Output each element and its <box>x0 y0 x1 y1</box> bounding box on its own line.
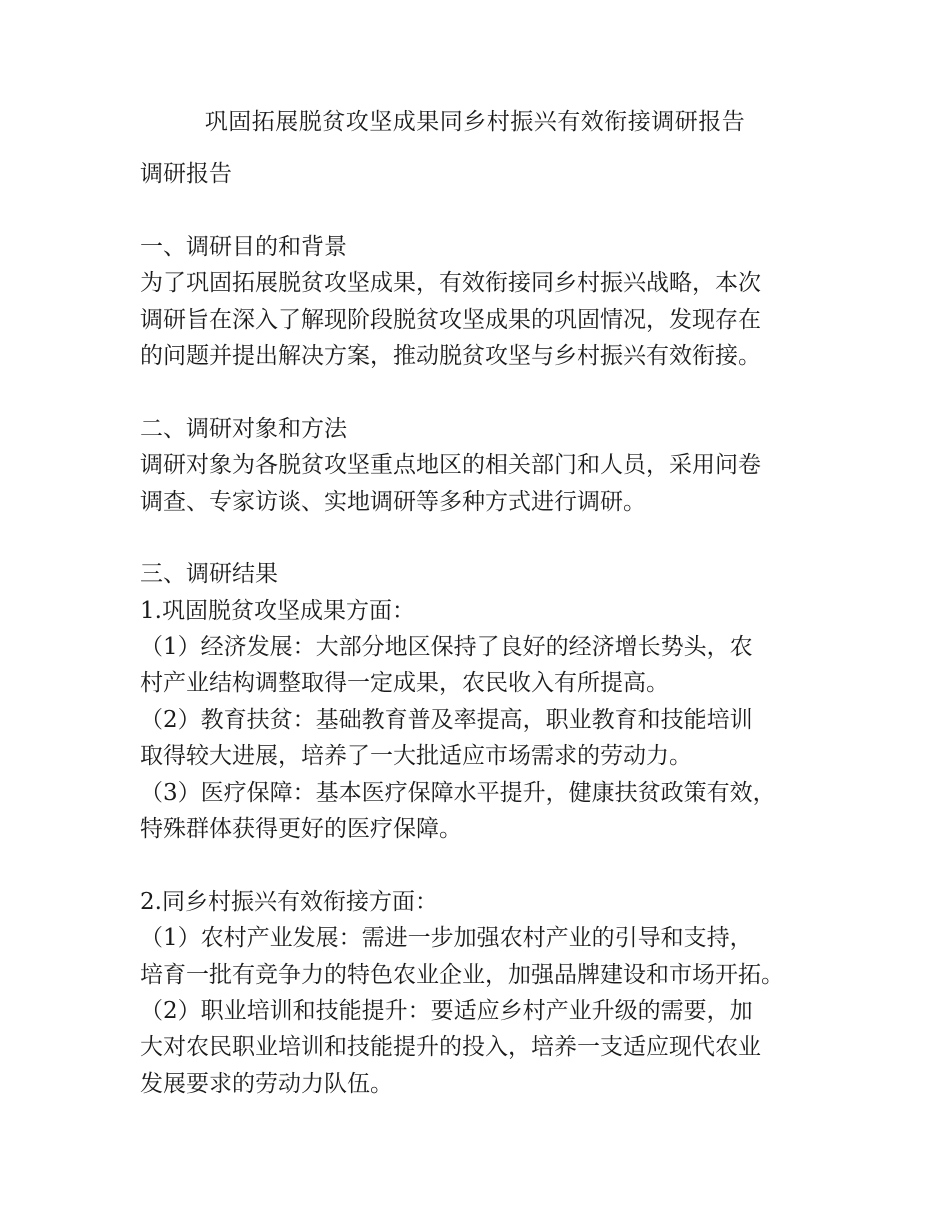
document-title: 巩固拓展脱贫攻坚成果同乡村振兴有效衔接调研报告 <box>204 109 746 135</box>
text-line: （1）经济发展：大部分地区保持了良好的经济增长势头，农 <box>140 634 753 661</box>
text-line: 取得较大进展，培养了一大批适应市场需求的劳动力。 <box>140 743 692 770</box>
text-line: 调研旨在深入了解现阶段脱贫攻坚成果的巩固情况，发现存在 <box>140 306 761 333</box>
blank-line <box>140 847 840 883</box>
text-line: 的问题并提出解决方案，推动脱贫攻坚与乡村振兴有效衔接。 <box>140 342 761 369</box>
text-line: 二、调研对象和方法 <box>140 415 347 442</box>
blank-line <box>140 192 840 228</box>
text-line: 发展要求的劳动力队伍。 <box>140 1070 393 1097</box>
text-line: （2）职业培训和技能提升：要适应乡村产业升级的需要，加 <box>140 997 753 1024</box>
text-line: 2.同乡村振兴有效衔接方面： <box>140 888 438 915</box>
text-line: 村产业结构调整取得一定成果，农民收入有所提高。 <box>140 670 669 697</box>
blank-line <box>140 374 840 410</box>
text-line: 大对农民职业培训和技能提升的投入，培养一支适应现代农业 <box>140 1034 761 1061</box>
text-line: （3）医疗保障：基本医疗保障水平提升，健康扶贫政策有效， <box>140 779 776 806</box>
text-line: 特殊群体获得更好的医疗保障。 <box>140 816 462 843</box>
text-line: 一、调研目的和背景 <box>140 233 347 260</box>
blank-line <box>140 520 840 556</box>
text-line: 1.巩固脱贫攻坚成果方面： <box>140 597 415 624</box>
text-line: 调研报告 <box>140 161 232 187</box>
text-line: 调研对象为各脱贫攻坚重点地区的相关部门和人员，采用问卷 <box>140 452 761 479</box>
text-line: 三、调研结果 <box>140 561 278 588</box>
text-line: （2）教育扶贫：基础教育普及率提高，职业教育和技能培训 <box>140 706 753 733</box>
text-line: 培育一批有竞争力的特色农业企业，加强品牌建设和市场开拓。 <box>140 961 784 988</box>
text-line: 调查、专家访谈、实地调研等多种方式进行调研。 <box>140 488 646 515</box>
text-line: （1）农村产业发展：需进一步加强农村产业的引导和支持， <box>140 925 753 952</box>
document-body <box>140 156 840 1102</box>
text-line: 为了巩固拓展脱贫攻坚成果，有效衔接同乡村振兴战略，本次 <box>140 270 761 297</box>
